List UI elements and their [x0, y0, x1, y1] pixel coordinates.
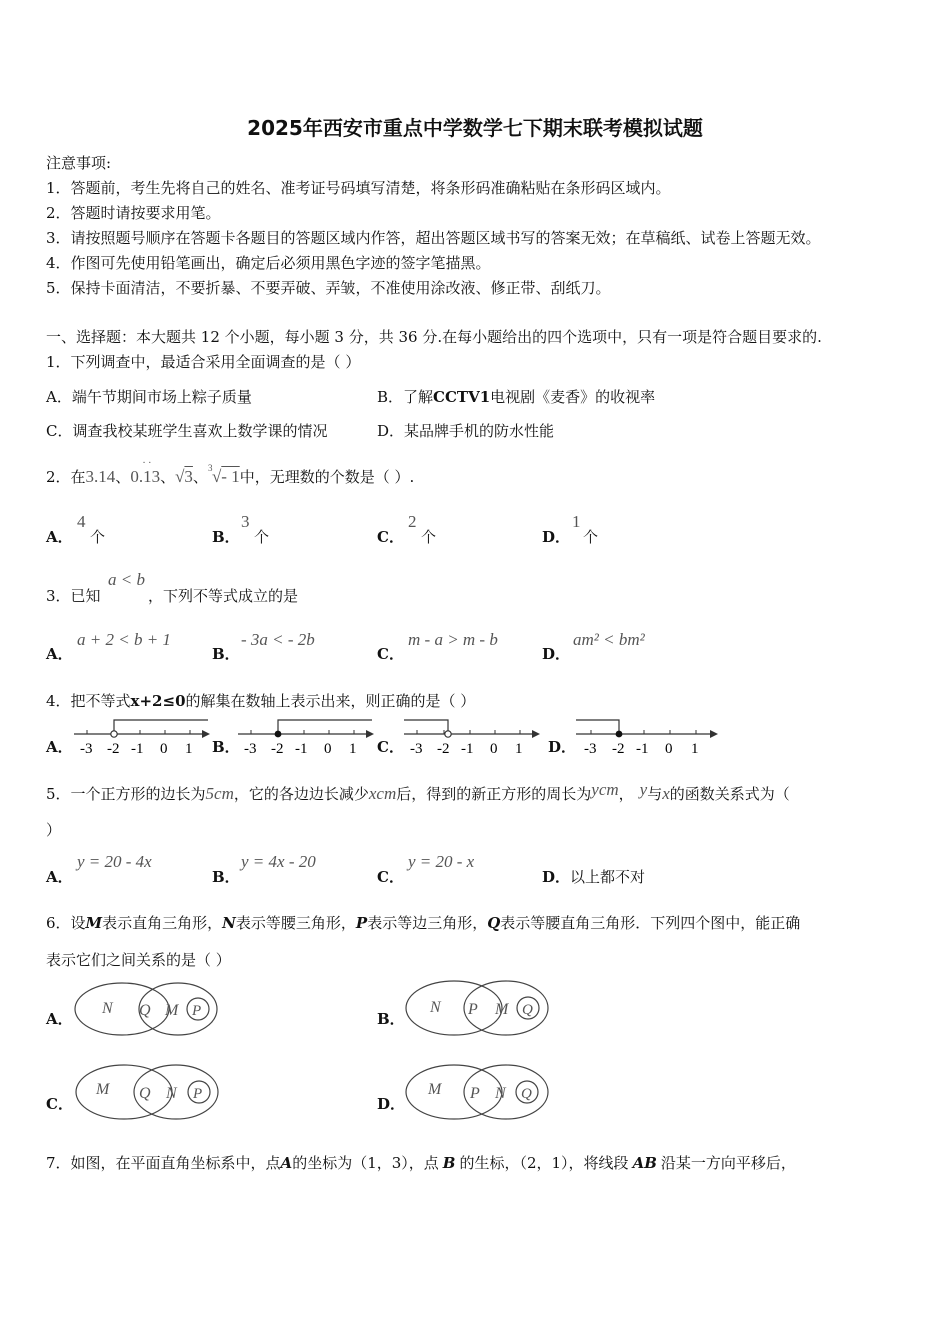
number-line-a	[70, 716, 210, 758]
tick-label: -1	[461, 741, 474, 757]
sqrt3: √3	[175, 467, 193, 486]
set-label: P	[193, 1086, 203, 1102]
q2-label-a: A．	[46, 528, 73, 546]
q3-expr-c: m - a > m - b	[408, 630, 498, 649]
venn-diagram-d	[402, 1062, 550, 1124]
number-line-b	[234, 716, 374, 758]
q2-unit-d: 个	[583, 528, 599, 546]
q3-expr-d: am² < bm²	[573, 630, 645, 649]
cbrt-neg1: 3 √- 1	[207, 463, 240, 486]
notice-item-5: 5．保持卡面清洁，不要折暴、不要弄破、弄皱，不准使用涂改液、修正带、刮纸刀。	[46, 279, 611, 297]
tick-label: 1	[515, 741, 523, 757]
notice-item-4: 4．作图可先使用铅笔画出，确定后必须用黑色字迹的签字笔描黑。	[46, 254, 491, 272]
q6-label-c: C．	[46, 1095, 73, 1113]
q5-label-a: A．	[46, 868, 73, 886]
q3-condition: a < b	[108, 570, 145, 589]
tick-label: 1	[691, 741, 699, 757]
q2-label-b: B．	[212, 528, 240, 546]
tick-label: -2	[107, 741, 120, 757]
q5-expr-a: y = 20 - 4x	[77, 852, 152, 871]
venn-diagram-c	[72, 1062, 220, 1124]
q5-expr-b: y = 4x - 20	[241, 852, 316, 871]
tick-label: -2	[437, 741, 450, 757]
section-heading: 一、选择题：本大题共 12 个小题，每小题 3 分，共 36 分.在每小题给出的四个选项中，只有一项是符合题目要求的.	[46, 328, 822, 346]
notice-item-1: 1．答题前，考生先将自己的姓名、准考证号码填写清楚，将条形码准确粘贴在条形码区域内。	[46, 179, 671, 197]
q3-expr-b: - 3a < - 2b	[241, 630, 315, 649]
q1-option-a: A．端午节期间市场上粽子质量	[46, 388, 252, 406]
q2-label-c: C．	[377, 528, 404, 546]
q5-stem: 5．一个正方形的边长为5cm，它的各边边长减少xcm后，得到的新正方形的周长为ycm， y与x的函数关系式为（	[46, 780, 790, 803]
tick-label: 0	[490, 741, 498, 757]
tick-label: -2	[271, 741, 284, 757]
number-line-d	[572, 716, 718, 758]
q4-label-d: D．	[548, 738, 577, 756]
q2-stem: 2．在3.14、0.13 · · 、√3、 3 √- 1中，无理数的个数是（ ）.	[46, 458, 415, 486]
notice-heading: 注意事项:	[46, 154, 112, 172]
q1-option-c: C．调查我校某班学生喜欢上数学课的情况	[46, 422, 328, 440]
q3-num: 3．已知	[46, 587, 101, 605]
q7-stem: 7．如图，在平面直角坐标系中，点A的坐标为（1，3），点 B 的生标，（2，1），将线段 AB 沿某一方向平移后，	[46, 1154, 796, 1172]
set-label: Q	[139, 1085, 151, 1102]
q1-option-d: D．某品牌手机的防水性能	[377, 422, 555, 440]
set-label: M	[165, 1002, 179, 1019]
set-label: Q	[521, 1086, 532, 1102]
tick-label: 0	[665, 741, 673, 757]
q2-val-a: 4	[77, 512, 86, 531]
q2-val-d: 1	[572, 512, 581, 531]
tick-label: -1	[636, 741, 649, 757]
q6-stem-line2: 表示它们之间关系的是（ ）	[46, 951, 231, 969]
set-label: M	[428, 1081, 442, 1098]
q5-stem-close: ）	[46, 821, 62, 839]
q4-stem: 4．把不等式x+2≤0的解集在数轴上表示出来，则正确的是（ ）	[46, 692, 476, 710]
q6-label-b: B．	[377, 1010, 405, 1028]
q4-label-b: B．	[212, 738, 240, 756]
q3-label-c: C．	[377, 645, 404, 663]
tick-label: 1	[349, 741, 357, 757]
tick-label: -3	[244, 741, 257, 757]
q3-label-a: A．	[46, 645, 73, 663]
set-label: N	[166, 1085, 177, 1102]
set-label: M	[495, 1001, 509, 1018]
tick-label: -3	[410, 741, 423, 757]
set-label: Q	[139, 1002, 151, 1019]
venn-diagram-b	[402, 978, 550, 1040]
q2-val-c: 2	[408, 512, 417, 531]
q3-expr-a: a + 2 < b + 1	[77, 630, 171, 649]
set-label: P	[192, 1003, 202, 1019]
set-label: M	[96, 1081, 110, 1098]
tick-label: 1	[185, 741, 193, 757]
tick-label: -3	[80, 741, 93, 757]
set-label: N	[495, 1085, 506, 1102]
notice-item-3: 3．请按照题号顺序在答题卡各题目的答题区域内作答，超出答题区域书写的答案无效；在草稿纸、试卷上答题无效。	[46, 229, 821, 247]
q2-unit-b: 个	[254, 528, 270, 546]
q4-label-a: A．	[46, 738, 73, 756]
tick-label: 0	[160, 741, 168, 757]
q5-option-d: D．以上都不对	[542, 868, 646, 886]
q1-option-b: B．了解CCTV1电视剧《麦香》的收视率	[377, 388, 656, 406]
q3-label-d: D．	[542, 645, 571, 663]
set-label: P	[468, 1001, 478, 1018]
set-label: N	[430, 999, 441, 1016]
q4-label-c: C．	[377, 738, 404, 756]
q2-unit-a: 个	[90, 528, 106, 546]
q5-label-b: B．	[212, 868, 240, 886]
number-line-c	[400, 716, 540, 758]
q2-label-d: D．	[542, 528, 571, 546]
tick-label: -1	[295, 741, 308, 757]
notice-item-2: 2．答题时请按要求用笔。	[46, 204, 221, 222]
q6-label-a: A．	[46, 1010, 73, 1028]
set-label: Q	[522, 1002, 533, 1018]
tick-label: -1	[131, 741, 144, 757]
tick-label: -3	[584, 741, 597, 757]
venn-diagram-a	[72, 980, 220, 1040]
q5-expr-c: y = 20 - x	[408, 852, 475, 871]
tick-label: -2	[612, 741, 625, 757]
q3-label-b: B．	[212, 645, 240, 663]
q2-unit-c: 个	[421, 528, 437, 546]
q3-tail: ，下列不等式成立的是	[148, 587, 299, 605]
q2-val-b: 3	[241, 512, 250, 531]
tick-label: 0	[324, 741, 332, 757]
page-title: 2025年西安市重点中学数学七下期末联考模拟试题	[247, 116, 703, 140]
q6-stem-line1: 6．设M表示直角三角形，N表示等腰三角形，P表示等边三角形，Q表示等腰直角三角形．下列四个图中，能正确	[46, 914, 801, 932]
q1-stem: 1．下列调查中，最适合采用全面调查的是（ ）	[46, 353, 361, 371]
set-label: P	[470, 1085, 480, 1102]
set-label: N	[102, 1000, 113, 1017]
q5-label-c: C．	[377, 868, 404, 886]
q6-label-d: D．	[377, 1095, 406, 1113]
